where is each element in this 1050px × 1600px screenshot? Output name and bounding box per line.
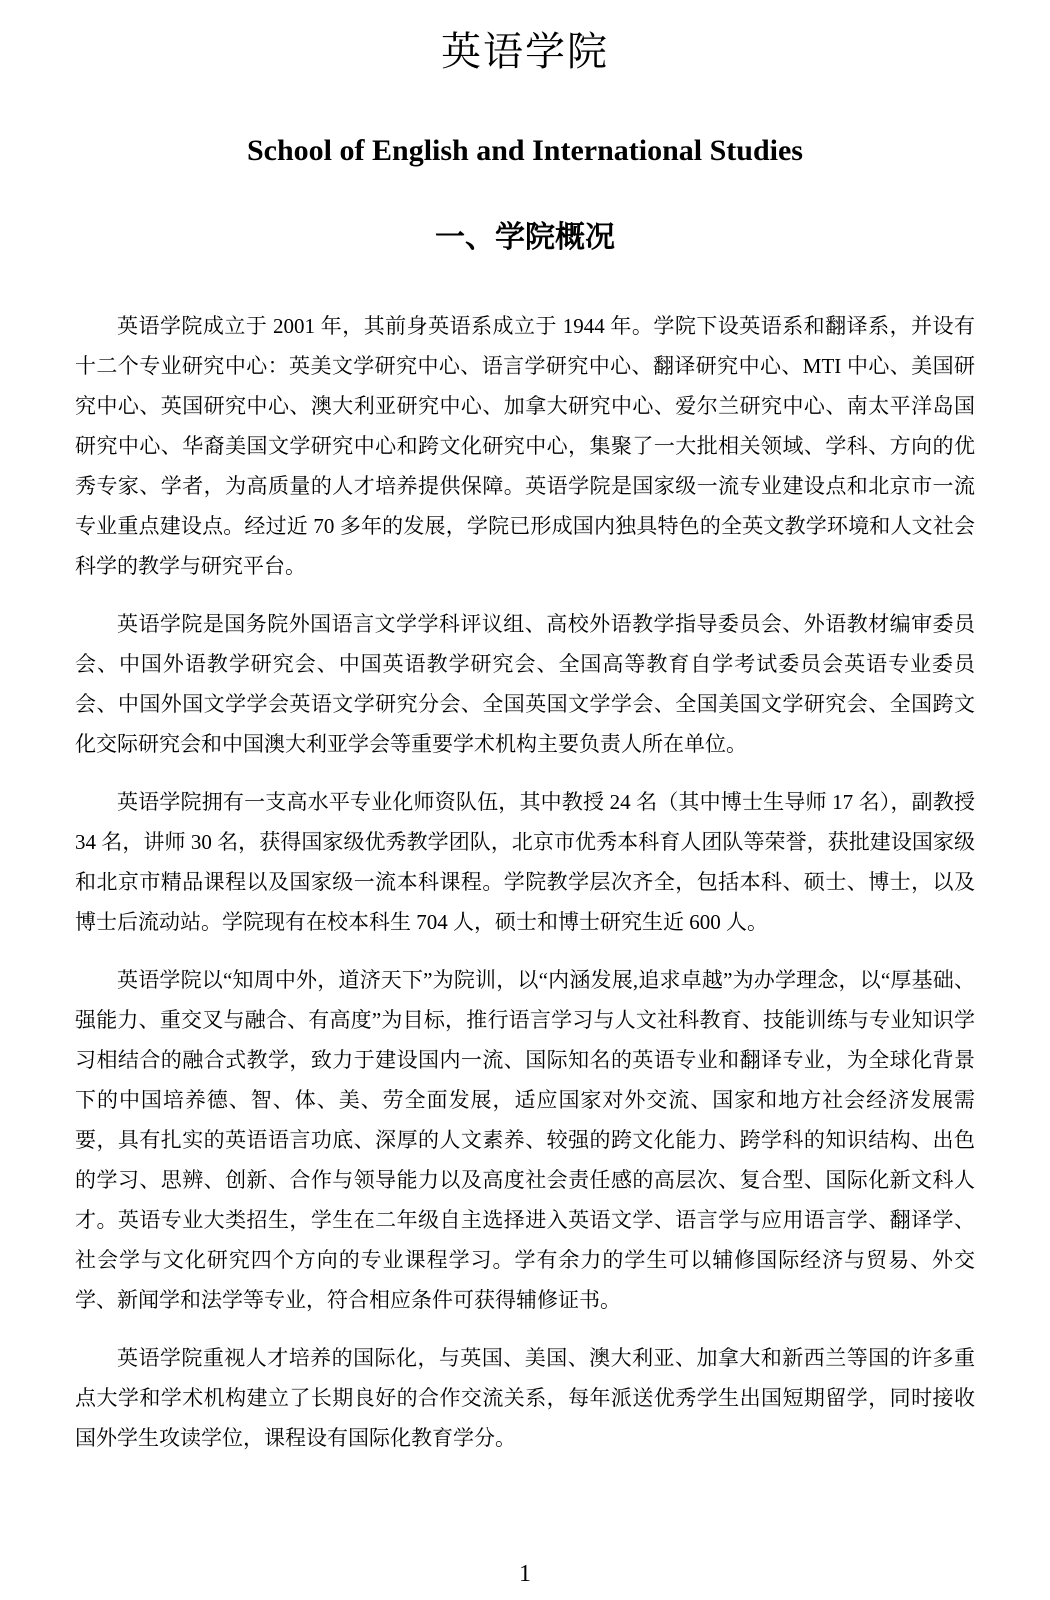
page-title-english: School of English and International Studies [247,134,803,167]
paragraph-faculty-stats: 英语学院拥有一支高水平专业化师资队伍，其中教授 24 名（其中博士生导师 17 名），副教授 34 名，讲师 30 名，获得国家级优秀教学团队，北京市优秀本科育人团队等荣誉，获批建设国家级和北京市精品课程以及国家级一流本科课程。学院教学层次齐全，包括本科、硕士、博士，以及博士后流动站。学院现有在校本科生 704 人，硕士和博士研究生近 600 人。 [75,790,975,934]
page-number: 1 [519,1561,531,1587]
paragraph-internationalization: 英语学院重视人才培养的国际化，与英国、美国、澳大利亚、加拿大和新西兰等国的许多重点大学和学术机构建立了长期良好的合作交流关系，每年派送优秀学生出国短期留学，同时接收国外学生攻读学位，课程设有国际化教育学分。 [75,1346,975,1450]
section-heading: 一、学院概况 [435,221,615,254]
paragraph-college-history: 英语学院成立于 2001 年，其前身英语系成立于 1944 年。学院下设英语系和翻译系，并设有十二个专业研究中心：英美文学研究中心、语言学研究中心、翻译研究中心、MTI 中心、美国研究中心、英国研究中心、澳大利亚研究中心、加拿大研究中心、爱尔兰研究中心、南太平洋岛国研究中心、华裔美国文学研究中心和跨文化研究中心，集聚了一大批相关领域、学科、方向的优秀专家、学者，为高质量的人才培养提供保障。英语学院是国家级一流专业建设点和北京市一流专业重点建设点。经过近 70 多年的发展，学院已形成国内独具特色的全英文教学环境和人文社会科学的教学与研究平台。 [75,314,975,578]
page-title-chinese: 英语学院 [441,29,609,74]
paragraph-educational-philosophy: 英语学院以“知周中外，道济天下”为院训，以“内涵发展,追求卓越”为办学理念，以“厚基础、强能力、重交叉与融合、有高度”为目标，推行语言学习与人文社科教育、技能训练与专业知识学习相结合的融合式教学，致力于建设国内一流、国际知名的英语专业和翻译专业，为全球化背景下的中国培养德、智、体、美、劳全面发展，适应国家对外交流、国家和地方社会经济发展需要，具有扎实的英语语言功底、深厚的人文素养、较强的跨文化能力、跨学科的知识结构、出色的学习、思辨、创新、合作与领导能力以及高度社会责任感的高层次、复合型、国际化新文科人才。英语专业大类招生，学生在二年级自主选择进入英语文学、语言学与应用语言学、翻译学、社会学与文化研究四个方向的专业课程学习。学有余力的学生可以辅修国际经济与贸易、外交学、新闻学和法学等专业，符合相应条件可获得辅修证书。 [75,968,975,1312]
paragraph-academic-organizations: 英语学院是国务院外国语言文学学科评议组、高校外语教学指导委员会、外语教材编审委员会、中国外语教学研究会、中国英语教学研究会、全国高等教育自学考试委员会英语专业委员会、中国外国文学学会英语文学研究分会、全国英国文学学会、全国美国文学研究会、全国跨文化交际研究会和中国澳大利亚学会等重要学术机构主要负责人所在单位。 [75,612,975,756]
